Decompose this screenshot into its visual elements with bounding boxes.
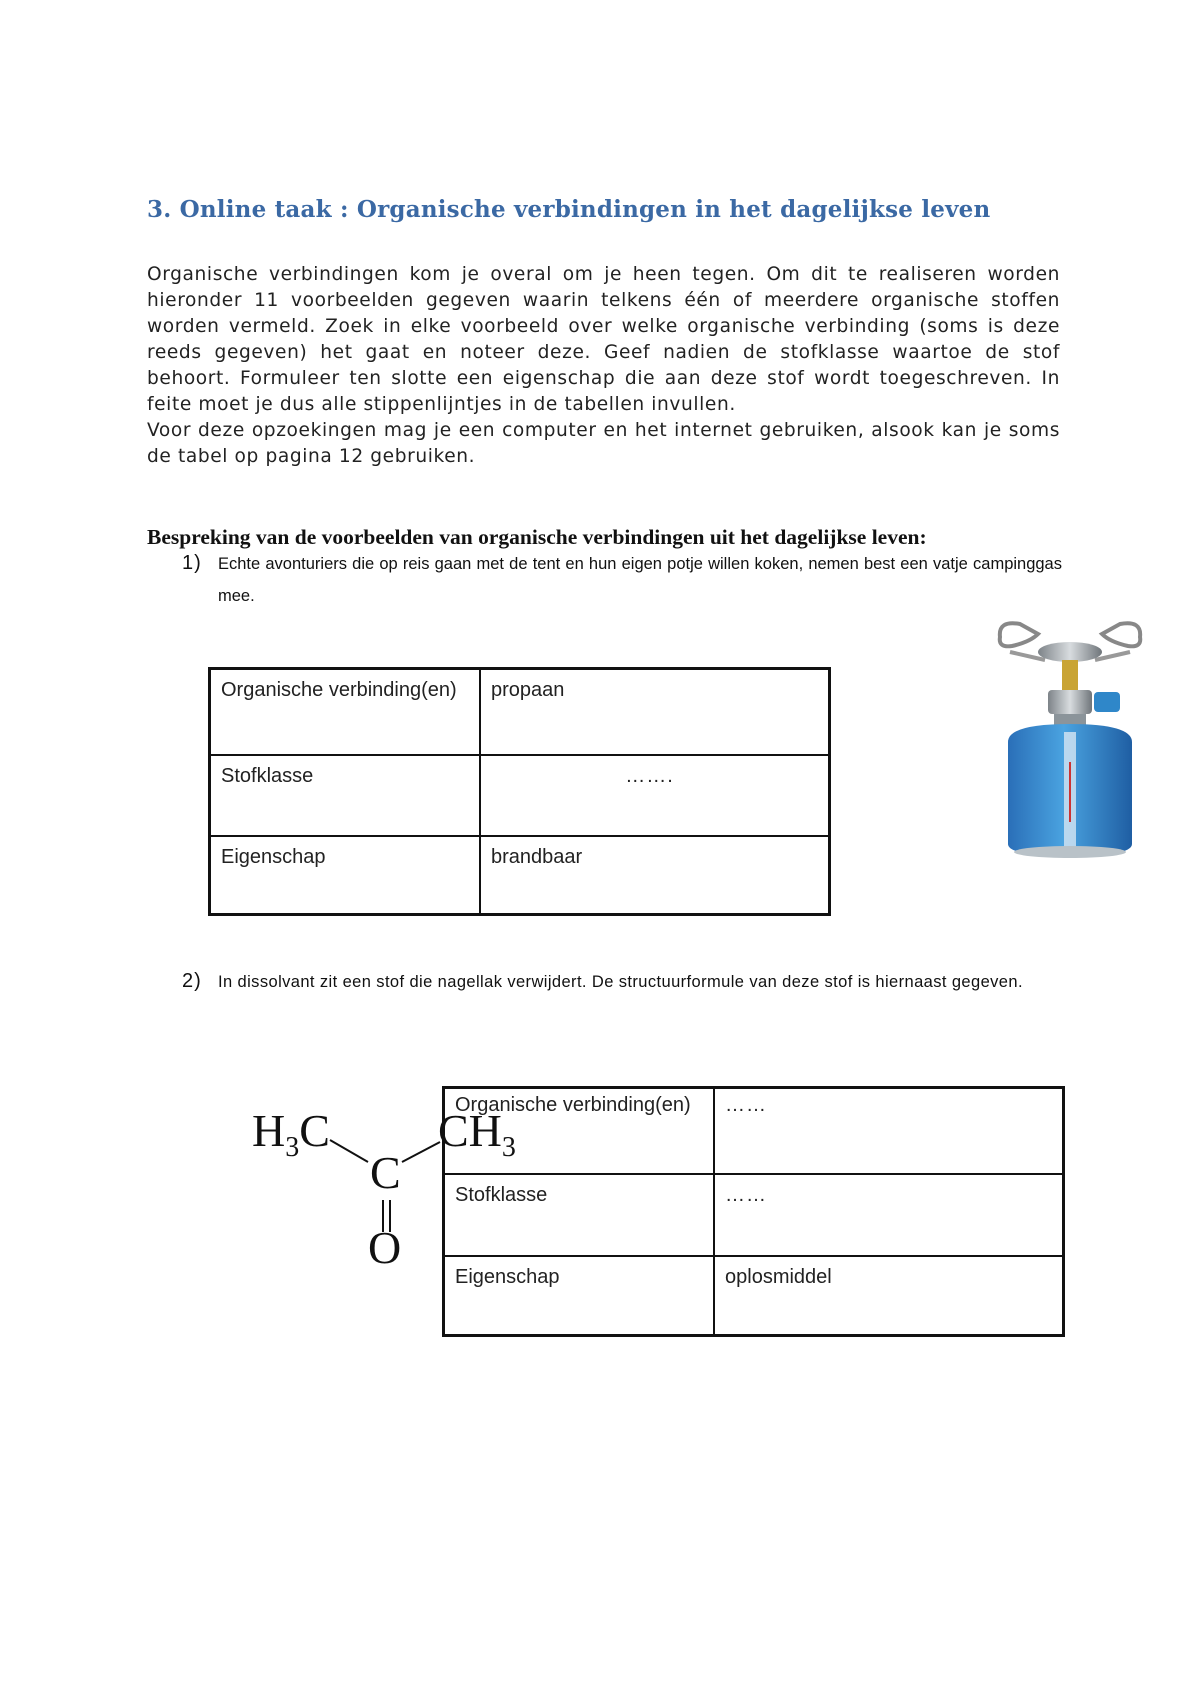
example-text: Echte avonturiers die op reis gaan met de tent en hun eigen potje willen koken, nemen best een vatje campinggas mee.	[218, 555, 1062, 605]
methyl-group-left: $H_3C$	[252, 1105, 330, 1164]
row-label: Stofklasse	[444, 1174, 715, 1256]
example-text: In dissolvant zit een stof die nagellak verwijdert. De structuurformule van deze stof is hiernaast gegeven.	[218, 973, 1023, 991]
table-row	[444, 1088, 1064, 1174]
intro-text	[147, 262, 1060, 470]
table-row	[444, 1174, 1064, 1256]
table-row	[444, 1256, 1064, 1336]
section-heading: Bespreking van de voorbeelden van organische verbindingen uit het dagelijkse leven:	[147, 525, 927, 549]
row-value[interactable]: oplosmiddel	[714, 1256, 1064, 1336]
example-number: 2)	[182, 970, 202, 992]
example-1-table	[208, 667, 831, 916]
table-row	[210, 836, 830, 915]
table-row	[210, 669, 830, 755]
intro-paragraph-1: Organische verbindingen kom je overal om je heen tegen. Om dit te realiseren worden hieronder 11 voorbeelden gegeven waarin telkens één of meerdere organische stoffen worden vermeld. Zoek in elke voorbeeld over welke organische verbinding (soms is deze reeds gegeven) het gaat en noteer deze. Geef nadien de stofklasse waartoe de stof behoort. Formuleer ten slotte een eigenschap die aan deze stof wordt toegeschreven. In feite moet je dus alle stippenlijntjes in de tabellen invullen.	[147, 264, 1060, 415]
row-label: Organische verbinding(en)	[210, 669, 481, 755]
example-2-table	[442, 1086, 1065, 1337]
row-label: Eigenschap	[210, 836, 481, 915]
page-title: 3. Online taak : Organische verbindingen in het dagelijkse leven	[147, 196, 991, 223]
carbonyl-carbon: C	[370, 1147, 401, 1198]
methyl-group-right: $CH_3$	[438, 1105, 516, 1164]
example-1	[182, 548, 1062, 618]
example-number: 1)	[182, 552, 202, 574]
carbonyl-oxygen: O	[368, 1222, 402, 1273]
table-row	[210, 755, 830, 836]
row-label: Organische verbinding(en)	[444, 1088, 715, 1174]
row-label: Eigenschap	[444, 1256, 715, 1336]
camping-gas-stove-image	[990, 612, 1150, 862]
row-value[interactable]: …….	[480, 755, 830, 836]
intro-paragraph-2: Voor deze opzoekingen mag je een computer en het internet gebruiken, alsook kan je soms de tabel op pagina 12 gebruiken.	[147, 420, 1060, 467]
row-value[interactable]: propaan	[480, 669, 830, 755]
row-value[interactable]: ……	[714, 1088, 1064, 1174]
row-value[interactable]: brandbaar	[480, 836, 830, 915]
row-value[interactable]: ……	[714, 1174, 1064, 1256]
example-2	[182, 966, 1062, 1036]
row-label: Stofklasse	[210, 755, 481, 836]
